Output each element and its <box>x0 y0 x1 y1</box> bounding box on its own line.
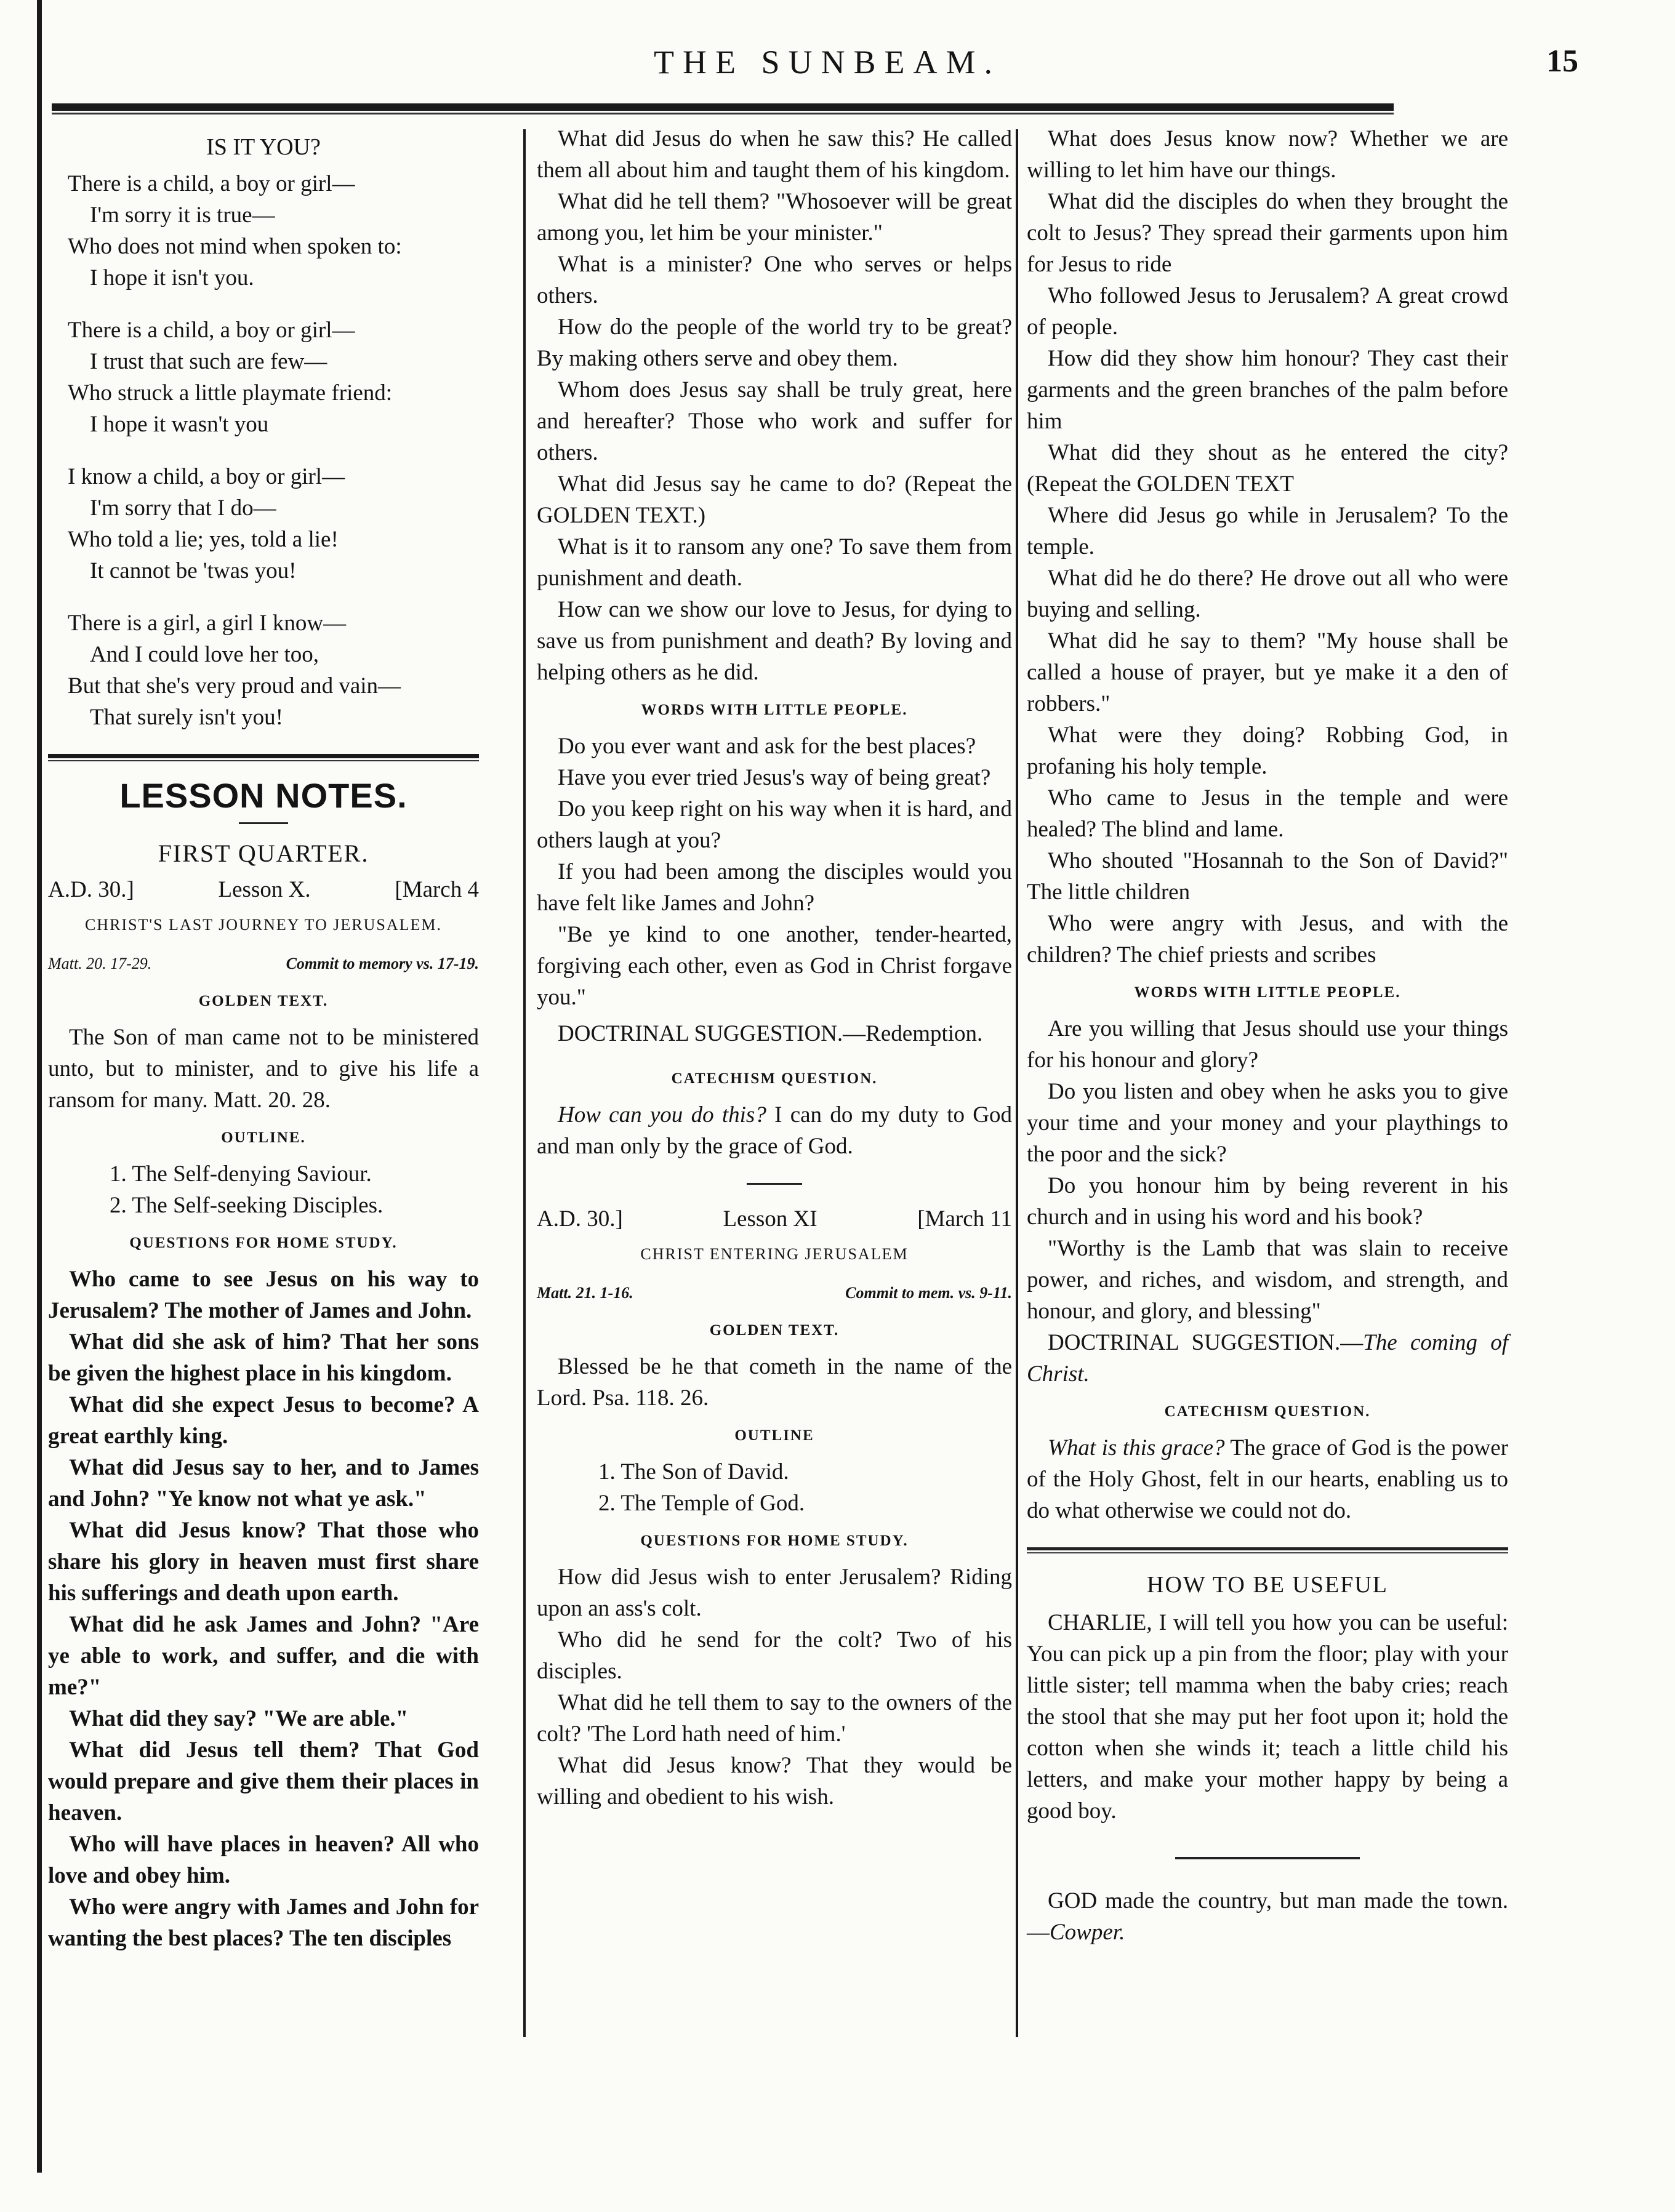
lesson-notes-title: LESSON NOTES. <box>119 776 408 815</box>
catechism-answer: The grace of God is the power of the Holy Ghost, felt in our hearts, enabling us to do what otherwise we could not do. <box>1027 1435 1509 1523</box>
little-people-question: Do you honour him by being reverent in his church and in using his word and his book? <box>1027 1173 1508 1230</box>
question-answer: Where did Jesus go while in Jerusalem? To the temple. <box>1027 503 1508 559</box>
poem-line: I'm sorry it is true— <box>90 202 275 228</box>
lesson-date: [March 11 <box>917 1206 1012 1232</box>
doctrinal-suggestion: DOCTRINAL SUGGESTION.—Redemption. <box>558 1021 983 1046</box>
question-answer: What did he ask James and John? "Are ye able to work, and suffer, and die with me?" <box>48 1612 479 1700</box>
question-answer: What were they doing? Robbing God, in profaning his holy temple. <box>1027 723 1508 779</box>
poem-line: There is a girl, a girl I know— <box>68 611 347 636</box>
poem-stanza <box>68 168 479 294</box>
catechism-question: How can you do this? <box>558 1102 766 1128</box>
poem-line: Who does not mind when spoken to: <box>68 234 402 259</box>
section-rule <box>48 754 479 758</box>
short-rule <box>747 1183 802 1185</box>
question-answer: Who were angry with Jesus, and with the children? The chief priests and scribes <box>1027 911 1508 968</box>
question-answer: What did he tell them? "Whosoever will be great among you, let him be your minister." <box>537 189 1012 246</box>
memory-verses: Commit to memory vs. 17-19. <box>286 955 479 972</box>
doctrinal-value: The coming of Christ. <box>1027 1330 1509 1387</box>
question-answer: What did he say to them? "My house shall be called a house of prayer, but ye make it a den of robbers." <box>1027 628 1508 716</box>
masthead-rule-thin <box>52 113 1394 114</box>
question-answer: What did they say? "We are able." <box>69 1706 409 1731</box>
poem-line: But that she's very proud and vain— <box>68 673 401 699</box>
lesson-date: [March 4 <box>395 877 479 902</box>
newspaper-title: THE SUNBEAM. <box>653 44 1001 81</box>
little-people-question: Do you keep right on his way when it is hard, and others laugh at you? <box>537 796 1012 853</box>
poem-line: That surely isn't you! <box>90 705 283 730</box>
question-answer: Who will have places in heaven? All who love and obey him. <box>48 1832 479 1888</box>
question-answer: Who shouted "Hosannah to the Son of David?" The little children <box>1027 848 1508 905</box>
catechism-heading: CATECHISM QUESTION. <box>1164 1403 1371 1420</box>
poem-line: And I could love her too, <box>90 642 319 667</box>
catechism-answer: I can do my duty to God and man only by the grace of God. <box>537 1102 1013 1159</box>
page-left-border <box>37 0 42 2173</box>
doctrinal-suggestion <box>1027 1327 1508 1390</box>
question-answer: Who came to Jesus in the temple and were healed? The blind and lame. <box>1027 785 1508 842</box>
question-answer: Whom does Jesus say shall be truly great, here and hereafter? Those who work and suffer for others. <box>537 377 1012 465</box>
little-people-heading: WORDS WITH LITTLE PEOPLE. <box>1134 984 1401 1001</box>
column-one <box>48 123 479 1954</box>
question-answer: Who followed Jesus to Jerusalem? A great crowd of people. <box>1027 283 1508 340</box>
question-answer: How do the people of the world try to be great? By making others serve and obey them. <box>537 315 1012 371</box>
lesson-header <box>48 874 479 905</box>
poem-stanza <box>68 461 479 587</box>
golden-text: Blessed be he that cometh in the name of the Lord. Psa. 118. 26. <box>537 1354 1012 1411</box>
lesson-subject: CHRIST'S LAST JOURNEY TO JERUSALEM. <box>84 916 443 934</box>
question-answer: What does Jesus know now? Whether we are willing to let him have our things. <box>1027 126 1508 183</box>
masthead-rule <box>52 103 1394 111</box>
question-answer: What did he tell them to say to the owners of the colt? 'The Lord hath need of him.' <box>537 1690 1012 1747</box>
question-answer: What did Jesus say he came to do? (Repeat the GOLDEN TEXT.) <box>537 471 1012 528</box>
scripture-reference <box>537 1277 1012 1308</box>
column-two <box>537 123 1012 1813</box>
poem-stanza <box>68 315 479 440</box>
little-people-question: If you had been among the disciples would you have felt like James and John? <box>537 859 1012 916</box>
question-answer: Who did he send for the colt? Two of his disciples. <box>537 1627 1012 1684</box>
poem-line: It cannot be 'twas you! <box>90 558 297 583</box>
quarter-heading: FIRST QUARTER. <box>158 840 369 867</box>
question-answer: What is a minister? One who serves or helps others. <box>537 252 1012 308</box>
catechism-block <box>537 1099 1012 1162</box>
doctrinal-label: DOCTRINAL SUGGESTION.— <box>1048 1330 1364 1355</box>
catechism-question: What is this grace? <box>1048 1435 1225 1461</box>
outline-item: 1. The Self-denying Saviour. <box>110 1161 372 1187</box>
outline-item: 2. The Self-seeking Disciples. <box>110 1193 384 1218</box>
question-answer: What did she expect Jesus to become? A great earthly king. <box>48 1392 479 1449</box>
poem-stanza <box>68 607 479 733</box>
question-answer: How can we show our love to Jesus, for dying to save us from punishment and death? By loving and helping others as he did. <box>537 597 1012 685</box>
poem-line: There is a child, a boy or girl— <box>68 171 355 196</box>
masthead <box>52 43 1603 98</box>
outline-item: 2. The Temple of God. <box>598 1491 805 1516</box>
little-people-question: Have you ever tried Jesus's way of being great? <box>558 765 991 790</box>
lesson-year: A.D. 30.] <box>537 1206 623 1232</box>
question-answer: What did they shout as he entered the city? (Repeat the GOLDEN TEXT <box>1027 440 1508 497</box>
section-rule <box>1027 1547 1508 1550</box>
little-people-verse: "Be ye kind to one another, tender-hearted, forgiving each other, even as God in Christ forgave you." <box>537 922 1012 1010</box>
useful-text: CHARLIE, I will tell you how you can be useful: You can pick up a pin from the floor; play with your little sister; tell mamma when the baby cries; reach the stool that she may put her foot upon it; hold the cotton when she winds it; teach a little child his letters, and make your mother happy by being a good boy. <box>1027 1610 1508 1824</box>
question-answer: What did the disciples do when they brought the colt to Jesus? They spread their garments upon him for Jesus to ride <box>1027 189 1508 277</box>
scripture-passage: Matt. 21. 1-16. <box>537 1284 633 1302</box>
little-people-verse: "Worthy is the Lamb that was slain to receive power, and riches, and wisdom, and strength, and honour, and glory, and blessing" <box>1027 1236 1508 1324</box>
page-number: 15 <box>1546 44 1578 79</box>
poem-line: Who told a lie; yes, told a lie! <box>68 527 339 552</box>
lesson-number: Lesson XI <box>723 1206 817 1232</box>
lesson-subject: CHRIST ENTERING JERUSALEM <box>640 1245 909 1263</box>
outline-heading: OUTLINE. <box>221 1129 306 1146</box>
short-rule <box>239 822 288 824</box>
poem-line: Who struck a little playmate friend: <box>68 380 393 406</box>
quote-author: Cowper. <box>1050 1920 1125 1945</box>
question-answer: Who came to see Jesus on his way to Jerusalem? The mother of James and John. <box>48 1267 479 1323</box>
question-answer: What did Jesus know? That they would be willing and obedient to his wish. <box>537 1753 1012 1809</box>
poem-line: I know a child, a boy or girl— <box>68 464 345 489</box>
useful-title: HOW TO BE USEFUL <box>1147 1572 1388 1598</box>
lesson-year: A.D. 30.] <box>48 877 134 902</box>
quote-text: GOD made the country, but man made the town.— <box>1027 1888 1508 1945</box>
question-answer: What is it to ransom any one? To save them from punishment and death. <box>537 534 1012 591</box>
column-divider <box>523 129 526 2037</box>
poem-line: I hope it isn't you. <box>90 265 254 291</box>
poem-line: I trust that such are few— <box>90 349 327 374</box>
little-people-heading: WORDS WITH LITTLE PEOPLE. <box>641 702 908 718</box>
poem-title: IS IT YOU? <box>206 134 321 160</box>
column-three <box>1027 123 1508 1948</box>
lesson-number: Lesson X. <box>218 877 311 902</box>
catechism-block <box>1027 1432 1508 1526</box>
question-answer: What did Jesus know? That those who share his glory in heaven must first share his sufferings and death upon earth. <box>48 1518 479 1606</box>
question-answer: What did he do there? He drove out all who were buying and selling. <box>1027 566 1508 622</box>
question-answer: What did Jesus say to her, and to James and John? "Ye know not what ye ask." <box>48 1455 479 1512</box>
outline-item: 1. The Son of David. <box>598 1459 789 1485</box>
golden-text-heading: GOLDEN TEXT. <box>198 993 329 1009</box>
section-rule-thin <box>48 760 479 761</box>
little-people-question: Are you willing that Jesus should use your things for his honour and glory? <box>1027 1016 1508 1073</box>
outline-heading: OUTLINE <box>734 1427 814 1444</box>
golden-text: The Son of man came not to be ministered unto, but to minister, and to give his life a ransom for many. Matt. 20. 28. <box>48 1025 479 1113</box>
closing-quote <box>1027 1885 1508 1948</box>
question-answer: What did Jesus do when he saw this? He called them all about him and taught them of his kingdom. <box>537 126 1012 183</box>
section-rule-thin <box>1027 1552 1508 1553</box>
questions-heading: QUESTIONS FOR HOME STUDY. <box>640 1533 909 1549</box>
question-answer: How did they show him honour? They cast their garments and the green branches of the palm before him <box>1027 346 1508 434</box>
question-answer: What did Jesus tell them? That God would prepare and give them their places in heaven. <box>48 1737 479 1825</box>
poem-line: I hope it wasn't you <box>90 412 269 437</box>
poem-line: I'm sorry that I do— <box>90 495 276 521</box>
question-answer: How did Jesus wish to enter Jerusalem? Riding upon an ass's colt. <box>537 1565 1012 1621</box>
question-answer: What did she ask of him? That her sons be given the highest place in his kingdom. <box>48 1329 479 1386</box>
question-answer: Who were angry with James and John for wanting the best places? The ten disciples <box>48 1894 479 1951</box>
column-divider <box>1016 129 1018 2037</box>
questions-heading: QUESTIONS FOR HOME STUDY. <box>129 1235 398 1251</box>
ornamental-rule <box>1027 1840 1508 1872</box>
catechism-heading: CATECHISM QUESTION. <box>671 1070 878 1087</box>
golden-text-heading: GOLDEN TEXT. <box>709 1322 840 1339</box>
poem-line: There is a child, a boy or girl— <box>68 318 355 343</box>
lesson-header <box>537 1203 1012 1235</box>
little-people-question: Do you listen and obey when he asks you to give your time and your money and your playthings to the poor and the sick? <box>1027 1079 1508 1167</box>
little-people-question: Do you ever want and ask for the best places? <box>558 734 976 759</box>
scripture-reference <box>48 948 479 979</box>
memory-verses: Commit to mem. vs. 9-11. <box>845 1284 1012 1302</box>
scripture-passage: Matt. 20. 17-29. <box>48 955 152 972</box>
